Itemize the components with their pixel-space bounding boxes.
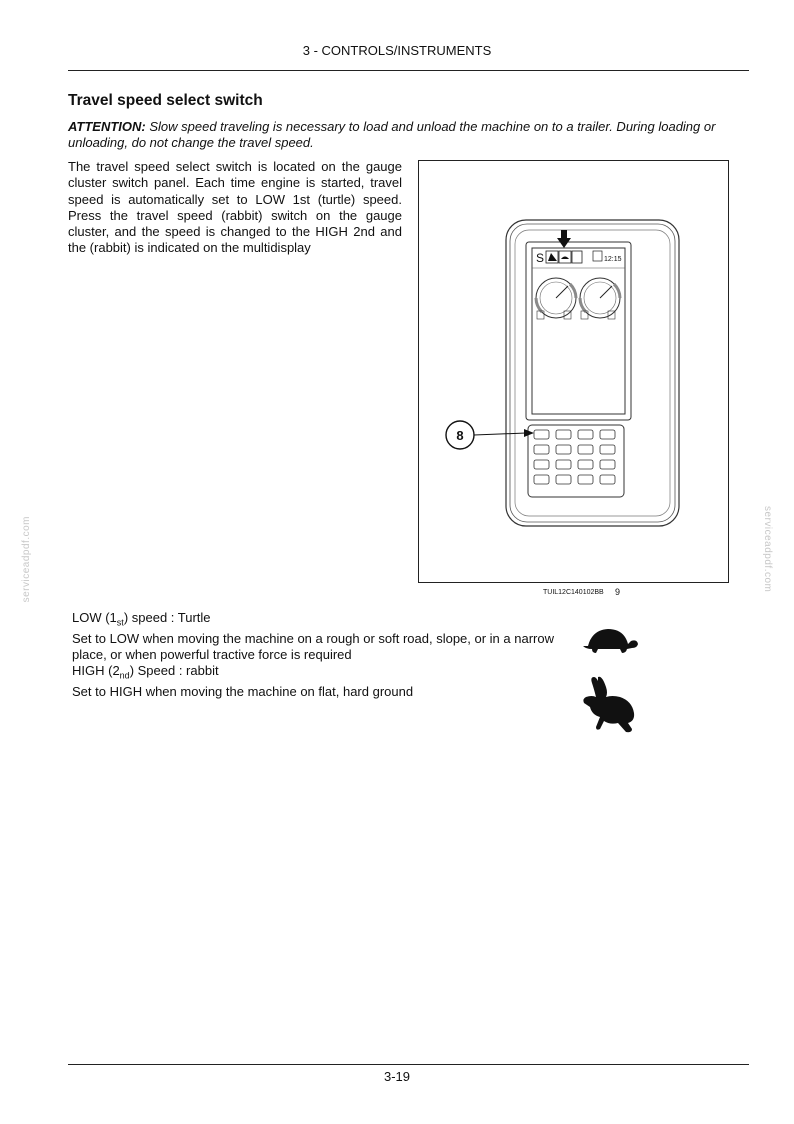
page-header: 3 - CONTROLS/INSTRUMENTS xyxy=(302,43,492,58)
turtle-icon xyxy=(582,624,640,658)
section-title: Travel speed select switch xyxy=(68,92,263,109)
high-speed-heading: HIGH $(2_{nd})$ Speed : rabbit xyxy=(72,663,219,682)
callout-number: 8 xyxy=(456,428,464,443)
attention-note xyxy=(68,119,750,151)
gauge-cluster-figure xyxy=(418,160,729,583)
intro-paragraph: The travel speed select switch is located on the gauge cluster switch panel. Each time engine is started, travel speed is automatically set to LOW 1st (turtle) speed. Press the travel speed (rabbit) switch on the gauge cluster, and the speed is changed to the HIGH 2nd and the (rabbit) is indicated on the multidisplay xyxy=(68,159,402,256)
rabbit-icon xyxy=(582,675,636,735)
page-number: 3-19 xyxy=(383,1069,411,1084)
low-speed-desc-line1: Set to LOW when moving the machine on a rough or soft road, slope, or in a narrow xyxy=(72,630,554,646)
watermark-left: serviceadpdf.com xyxy=(21,516,32,603)
high-speed-desc: Set to HIGH when moving the machine on flat, hard ground xyxy=(72,684,414,700)
low-speed-heading: LOW $(1_{st})$ speed : Turtle xyxy=(72,610,211,628)
footer-rule xyxy=(68,1064,749,1065)
display-clock: 12:15 xyxy=(604,256,622,263)
header-rule xyxy=(68,70,749,71)
figure-number: 9 xyxy=(615,587,621,597)
display-letter: S xyxy=(536,251,545,265)
watermark-right: serviceadpdf.com xyxy=(762,506,773,593)
attention-text: Slow speed traveling is necessary to load and unload the machine on to a trailer. During loading or unloading, do not change the travel speed. xyxy=(68,119,716,150)
figure-code: TUIL12C140102BB xyxy=(543,589,604,596)
speed-descriptions xyxy=(72,610,572,701)
attention-label: ATTENTION: xyxy=(68,119,146,134)
low-speed-desc-line2: place, or when powerful tractive force is required xyxy=(72,647,352,663)
